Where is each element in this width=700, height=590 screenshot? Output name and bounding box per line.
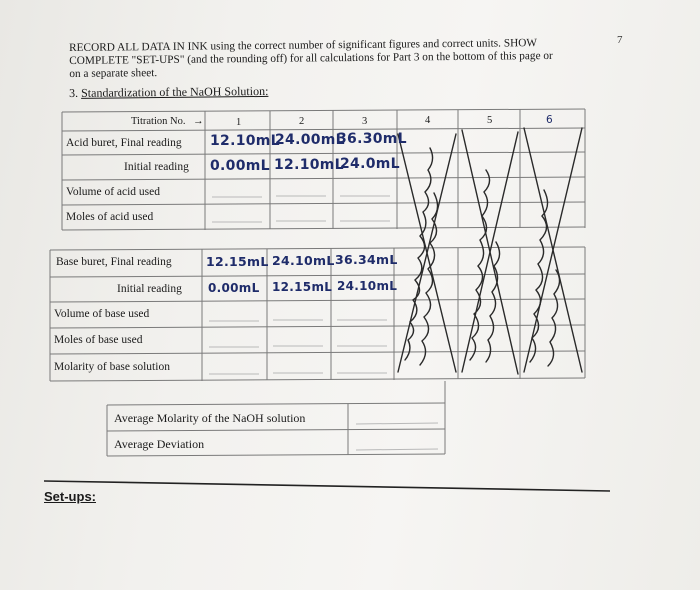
base-final-2: 24.10mL <box>272 253 335 268</box>
row-label-moles-acid: Moles of acid used <box>66 211 154 223</box>
row-label-acid-final: Acid buret, Final reading <box>66 137 182 149</box>
acid-initial-3: 24.0mL <box>340 156 400 172</box>
section-number: 3. <box>69 85 79 100</box>
page-number: 7 <box>617 34 623 46</box>
row-label-volume-base: Volume of base used <box>54 308 150 320</box>
base-final-1: 12.15mL <box>206 254 269 269</box>
row-label-moles-base: Moles of base used <box>54 334 143 346</box>
acid-final-3: 36.30mL <box>337 131 407 147</box>
avg-molarity-label: Average Molarity of the NaOH solution <box>114 411 306 425</box>
setups-label: Set-ups: <box>44 489 96 504</box>
base-initial-2: 12.15mL <box>272 280 333 294</box>
section-title: Standardization of the NaOH Solution: <box>80 83 269 100</box>
row-label-base-final: Base buret, Final reading <box>56 256 172 268</box>
column-header-1: 1 <box>236 117 242 128</box>
base-initial-3: 24.10mL <box>337 279 398 293</box>
instructions-line-1: RECORD ALL DATA IN INK using the correct number of significant figures and correct units. SHOW <box>69 37 538 54</box>
column-header-2: 2 <box>299 116 305 127</box>
arrow-right-icon: → <box>193 116 204 127</box>
acid-final-1: 12.10mL <box>210 133 280 149</box>
acid-final-2: 24.00mL <box>275 132 345 148</box>
column-header-6: 6 <box>546 114 553 126</box>
titration-no-label <box>131 116 204 127</box>
instructions-line-3: on a separate sheet. <box>69 67 158 80</box>
acid-initial-2: 12.10mL <box>274 157 344 173</box>
base-initial-1: 0.00mL <box>208 281 260 295</box>
column-header-4: 4 <box>425 115 431 126</box>
row-label-volume-acid: Volume of acid used <box>66 186 161 198</box>
avg-deviation-label: Average Deviation <box>114 437 205 451</box>
titration-label-text: Titration No. <box>131 116 186 127</box>
column-header-3: 3 <box>362 116 368 127</box>
instructions-line-2: COMPLETE "SET-UPS" (and the rounding off) for all calculations for Part 3 on the bottom of this page or <box>69 49 553 67</box>
acid-initial-1: 0.00mL <box>210 158 270 174</box>
base-final-3: 36.34mL <box>335 252 398 267</box>
row-label-base-initial: Initial reading <box>117 283 182 295</box>
row-label-molarity-base: Molarity of base solution <box>54 361 170 373</box>
row-label-acid-initial: Initial reading <box>124 161 189 173</box>
column-header-5: 5 <box>487 115 493 126</box>
